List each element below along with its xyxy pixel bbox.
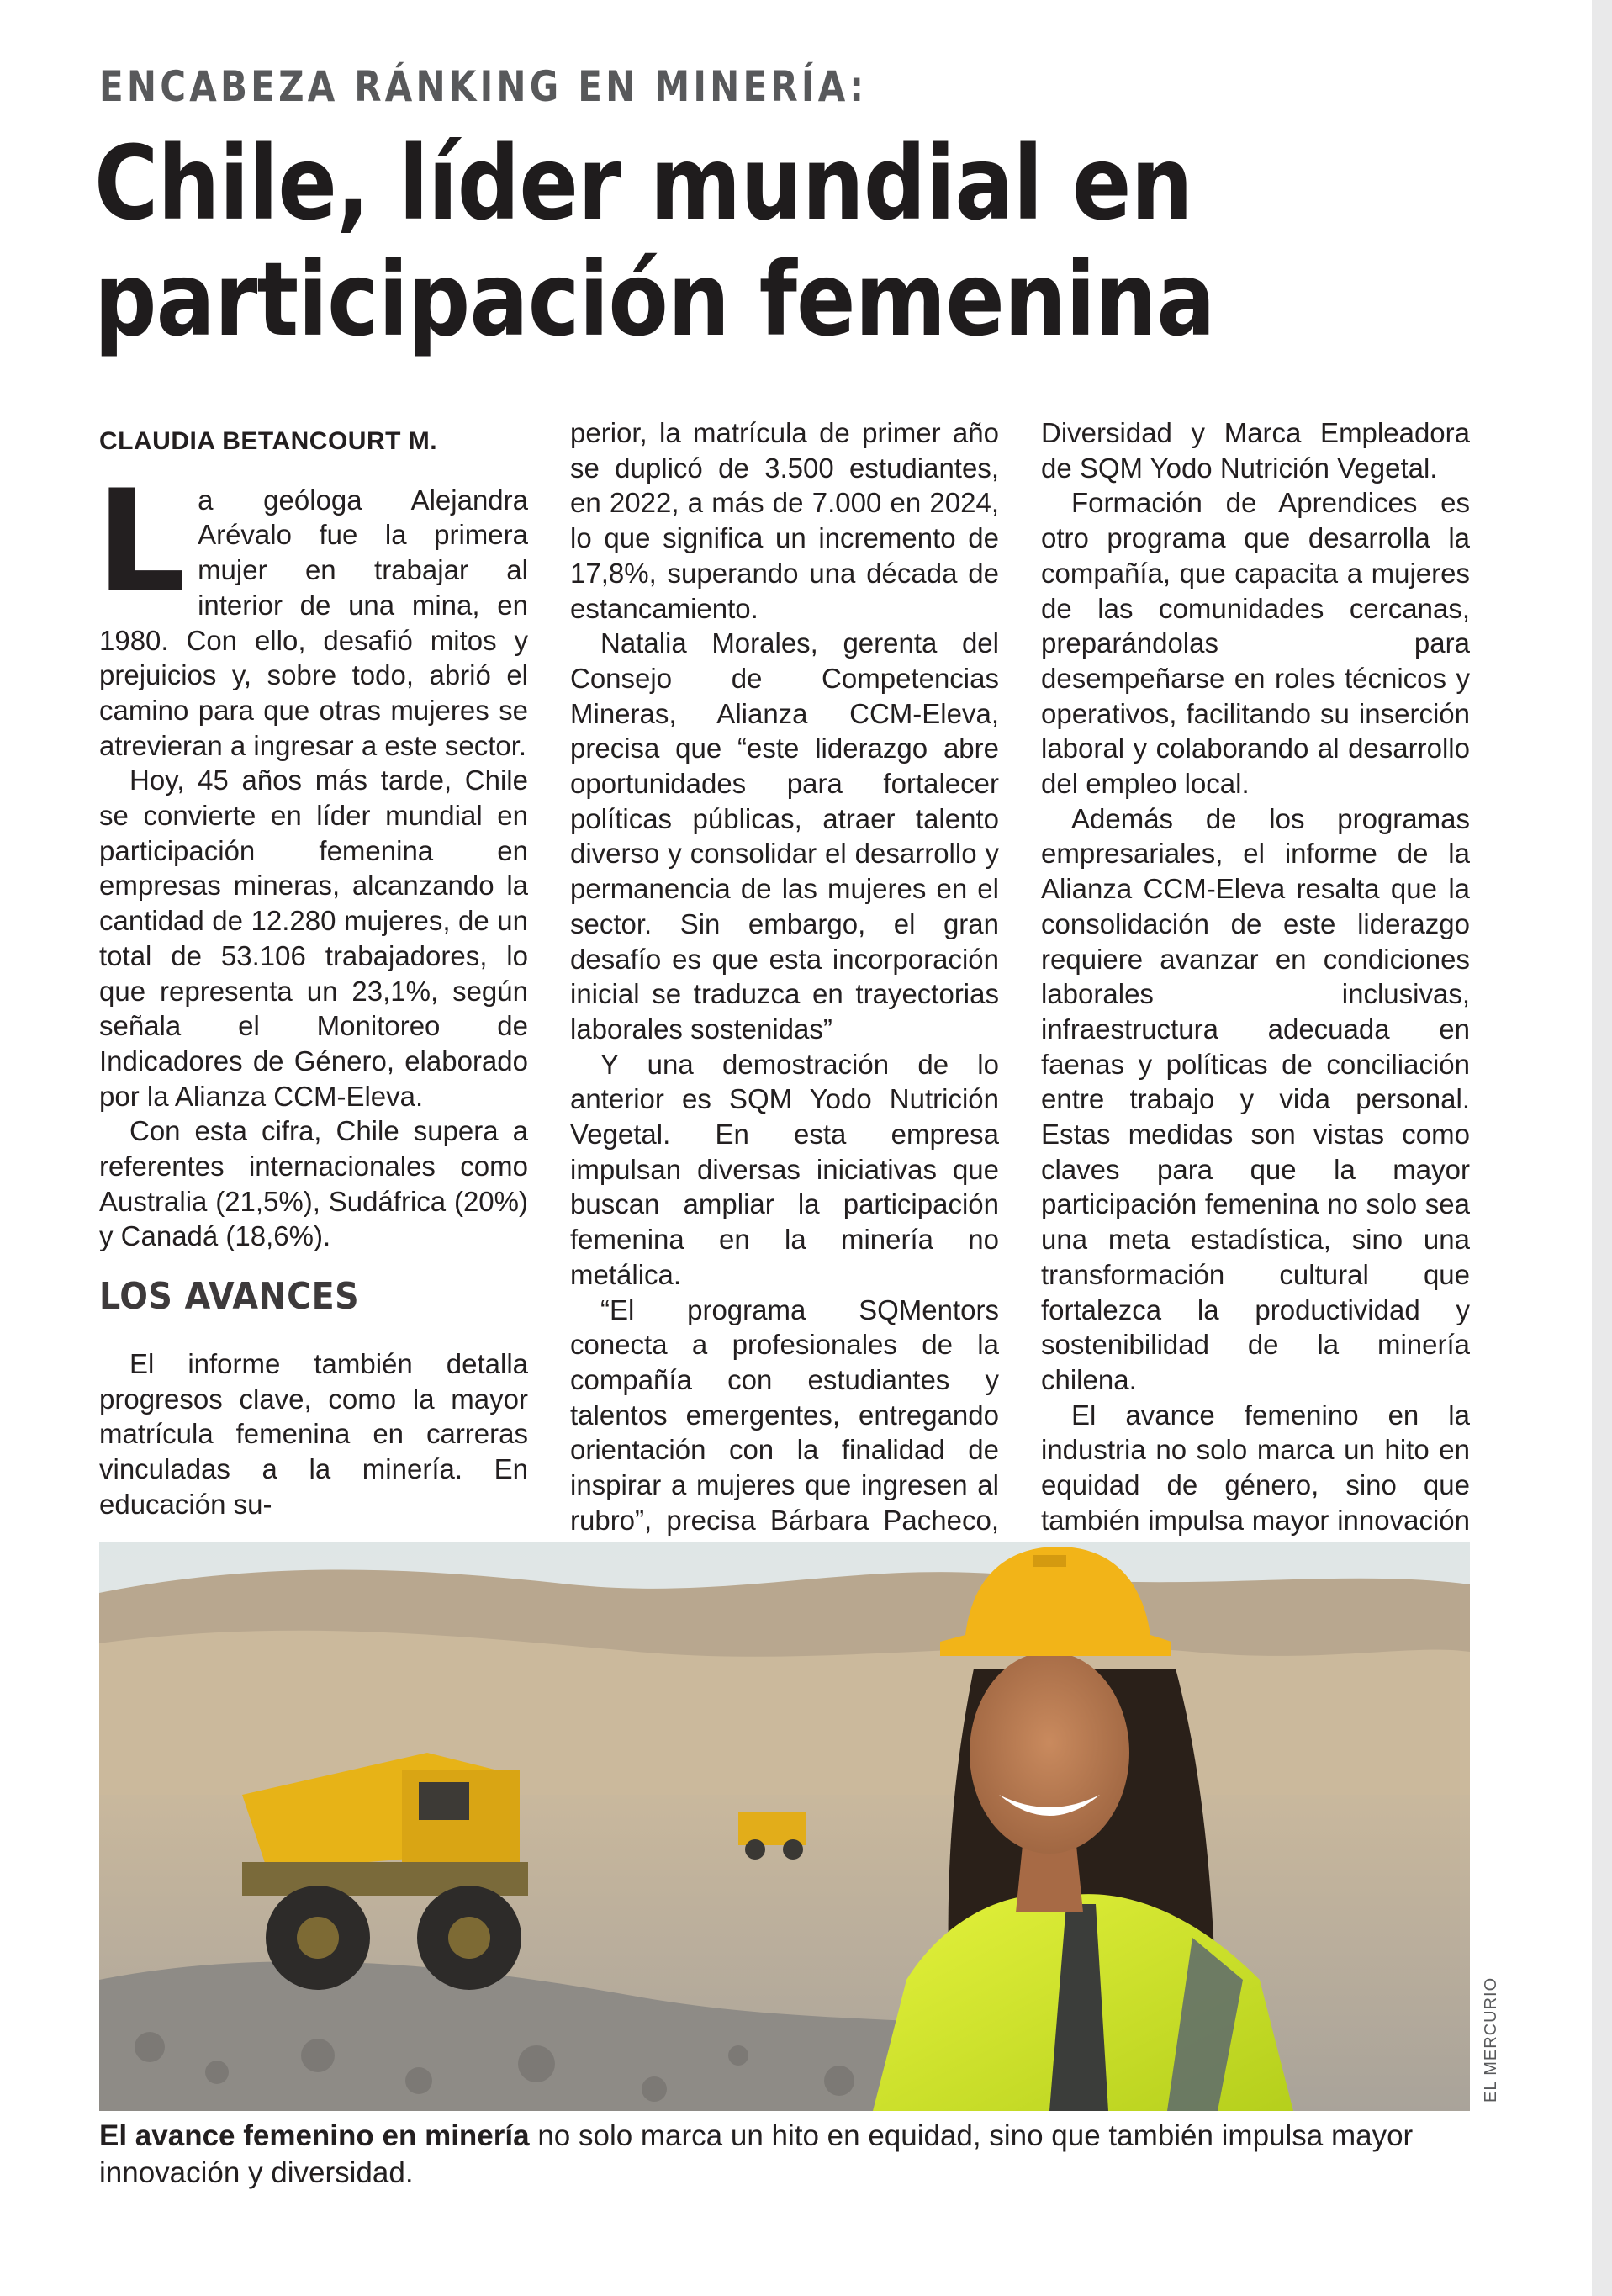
- body-paragraph: perior, la matrícula de primer año se duplicó de 3.500 estudiantes, en 2022, a más de 7.000 en 2024, lo que significa un incremento de 17,8%, superando una década de estancamiento.: [570, 417, 999, 624]
- byline: CLAUDIA BETANCOURT M.: [99, 427, 438, 455]
- body-paragraph: Además de los programas empresariales, el informe de la Alianza CCM-Eleva resalta que la consolidación de este liderazgo requiere avanzar en condiciones laborales inclusivas, infraestructura adecuada en faenas y políticas de conciliación entre trabajo y vida personal. Estas medidas son vistas como claves para que la mayor participación femenina no solo sea una meta estadística, sino una transformación cultural que fortalezca la productividad y sostenibilidad de la minería chilena.: [1041, 802, 1470, 1395]
- photo-credit: EL MERCURIO: [1482, 1976, 1500, 2103]
- body-paragraph: Hoy, 45 años más tarde, Chile se convierte en líder mundial en participación femenina en empresas mineras, alcanzando la cantidad de 12.280 mujeres, de un total de 53.106 trabajadores, lo que representa un 23,1%, según señala el Monitoreo de Indicadores de Género, elaborado por la Alianza CCM-Eleva.: [99, 764, 528, 1112]
- article-column-2: [570, 415, 999, 1573]
- body-paragraph: Diversidad y Marca Empleadora de SQM Yodo Nutrición Vegetal.: [1041, 417, 1470, 484]
- body-paragraph: Con esta cifra, Chile supera a referentes internacionales como Australia (21,5%), Sudáfrica (20%) y Canadá (18,6%).: [99, 1115, 528, 1252]
- body-paragraph: Y una demostración de lo anterior es SQM Yodo Nutrición Vegetal. En esta empresa impulsan diversas iniciativas que buscan ampliar la participación femenina en la minería no metálica.: [570, 1048, 999, 1290]
- dropcap: L: [96, 458, 187, 624]
- body-paragraph: Natalia Morales, gerenta del Consejo de Competencias Mineras, Alianza CCM-Eleva, precisa que “este liderazgo abre oportunidades para fortalecer políticas públicas, atraer talento diverso y consolidar el desarrollo y permanencia de las mujeres en el sector. Sin embargo, el gran desafío es que esta incorporación inicial se traduzca en trayectorias laborales sostenidas”: [570, 627, 999, 1045]
- headline: Chile, líder mundial en participación femenina: [94, 124, 1215, 359]
- subhead: LOS AVANCES: [99, 1275, 360, 1319]
- mining-worker-photo: [99, 1542, 1470, 2111]
- body-paragraph: Formación de Aprendices es otro programa que desarrolla la compañía, que capacita a mujeres de las comunidades cercanas, preparándolas para desempeñarse en roles técnicos y operativos, facilitando su inserción laboral y colaborando al desarrollo del empleo local.: [1041, 487, 1470, 800]
- article-column-3: [1041, 415, 1470, 1643]
- article-photo: [99, 1542, 1470, 2111]
- article-column-1: [96, 415, 528, 1521]
- body-paragraph: El avance femenino en la industria no solo marca un hito en equidad de género, sino que también impulsa mayor innovación: [1041, 1399, 1470, 1536]
- kicker: ENCABEZA RÁNKING EN MINERÍA:: [99, 62, 868, 111]
- lead-text: a geóloga Alejandra Arévalo fue la primera mujer en trabajar al interior de una mina, en 1980. Con ello, desafió mitos y prejuicios y, sobre todo, abrió el camino para que otras mujeres se atrevieran a ingresar a este sector.: [99, 484, 528, 761]
- photo-caption: [99, 2118, 1445, 2192]
- caption-text: no solo marca un hito en equidad, sino que también impulsa mayor innovación y diversidad.: [99, 2119, 1414, 2189]
- lead-paragraph: [96, 458, 528, 764]
- body-paragraph: “El programa SQMentors conecta a profesionales de la compañía con estudiantes y talentos emergentes, entregando orientación con la finalidad de inspirar a mujeres que ingresen al rubro”, precisa Bárbara Pacheco,: [570, 1293, 999, 1536]
- caption-lead: El avance femenino en minería: [99, 2119, 530, 2152]
- body-paragraph: El informe también detalla progresos clave, como la mayor matrícula femenina en carreras vinculadas a la minería. En educación su-: [99, 1347, 528, 1520]
- page-edge: [1592, 0, 1612, 2296]
